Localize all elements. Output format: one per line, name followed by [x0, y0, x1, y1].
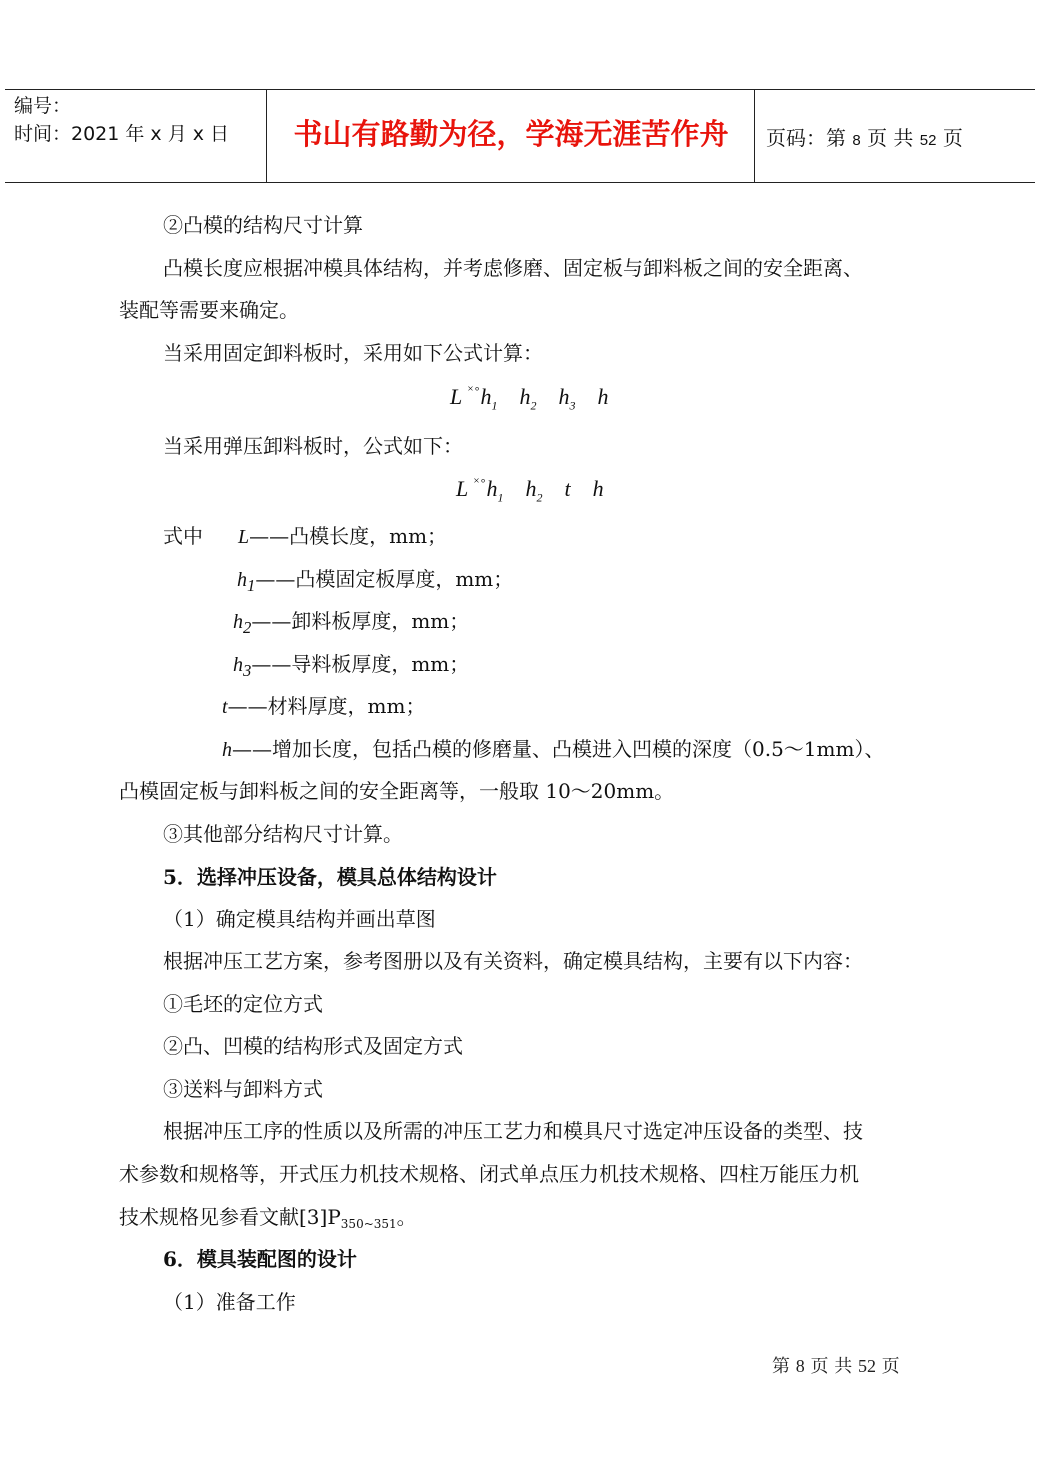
formula-symbol: h — [525, 476, 537, 501]
formula-symbol: h — [480, 384, 492, 409]
definition-h3 — [233, 650, 469, 685]
document-date: 时间：2021 年 x 月 x 日 — [14, 123, 230, 145]
paragraph-heading: ③其他部分结构尺寸计算。 — [163, 822, 403, 846]
page-mid: 页 共 — [867, 126, 914, 150]
section-heading-5: 5．选择冲压设备，模具总体结构设计 — [163, 865, 497, 889]
definition-t — [222, 692, 426, 721]
formula-mark: × — [473, 475, 480, 487]
list-item: ①毛坯的定位方式 — [163, 992, 323, 1016]
reference-end: 。 — [396, 1205, 417, 1229]
header-motto: 书山有路勤为径，学海无涯苦作舟 — [293, 117, 729, 151]
definition-text: ——材料厚度，mm； — [227, 694, 426, 718]
header-meta — [14, 92, 229, 148]
definition-symbol: h — [233, 611, 243, 633]
definition-text: ——导料板厚度，mm； — [251, 652, 470, 676]
formula-symbol: t — [564, 476, 571, 501]
formula-symbol: L — [456, 476, 468, 501]
formula-subscript: 1 — [491, 398, 498, 413]
reference-text: 技术规格见参看文献[3]P — [119, 1205, 341, 1229]
formula-subscript: 3 — [569, 398, 576, 413]
page-suffix: 页 — [942, 126, 963, 150]
header-divider-left — [266, 89, 267, 183]
reference-pages: 350~351 — [340, 1217, 397, 1231]
definition-subscript: 2 — [243, 618, 252, 637]
page-prefix: 页码：第 — [766, 126, 846, 150]
definition-symbol: h — [222, 739, 232, 761]
where-label: 式中 — [163, 524, 203, 548]
header-divider-right — [754, 89, 755, 183]
header-page-indicator — [766, 122, 963, 151]
paragraph-line: 凸模长度应根据冲模具体结构，并考虑修磨、固定板与卸料板之间的安全距离、 — [163, 256, 863, 280]
formula-symbol: h — [519, 384, 531, 409]
formula-mark: ∘ — [479, 475, 487, 487]
definition-subscript: 1 — [247, 576, 256, 595]
footer-current: 8 — [795, 1356, 805, 1376]
definition-symbol: L — [238, 526, 250, 548]
paragraph-line: 根据冲压工序的性质以及所需的冲压工艺力和模具尺寸选定冲压设备的类型、技 — [163, 1119, 863, 1143]
definition-text: ——凸模长度，mm； — [249, 524, 448, 548]
formula-subscript: 1 — [497, 490, 504, 505]
subsection-heading: （1）确定模具结构并画出草图 — [163, 907, 436, 931]
paragraph-line: 术参数和规格等，开式压力机技术规格、闭式单点压力机技术规格、四柱万能压力机 — [119, 1162, 859, 1186]
formula-subscript: 2 — [536, 490, 543, 505]
paragraph-line — [119, 1203, 417, 1234]
footer-mid: 页 共 — [810, 1356, 853, 1377]
paragraph-line: 凸模固定板与卸料板之间的安全距离等，一般取 10～20mm。 — [119, 779, 675, 803]
definition-text: ——卸料板厚度，mm； — [251, 609, 470, 633]
header-bottom-rule — [5, 182, 1035, 183]
header-top-rule — [5, 89, 1035, 90]
formula-symbol: h — [486, 476, 498, 501]
formula-subscript: 2 — [530, 398, 537, 413]
definition-subscript: 3 — [243, 661, 252, 680]
definition-h — [222, 735, 884, 764]
definition-h2 — [233, 607, 469, 642]
paragraph-line: 根据冲压工艺方案，参考图册以及有关资料，确定模具结构，主要有以下内容： — [163, 949, 863, 973]
footer-suffix: 页 — [881, 1356, 900, 1377]
definition-symbol: h — [233, 654, 243, 676]
paragraph-heading: ②凸模的结构尺寸计算 — [163, 213, 363, 237]
definition-symbol: t — [222, 696, 228, 718]
footer-page-number — [772, 1352, 900, 1378]
page-total: 52 — [919, 132, 937, 149]
formula-symbol: h — [592, 476, 604, 501]
formula-mark: × — [467, 383, 474, 395]
paragraph-line: 当采用弹压卸料板时，公式如下： — [163, 434, 463, 458]
formula-mark: ∘ — [473, 383, 481, 395]
list-item: ③送料与卸料方式 — [163, 1077, 323, 1101]
formula-fixed-stripper — [450, 384, 608, 413]
definition-h1 — [237, 565, 513, 600]
paragraph-line: 当采用固定卸料板时，采用如下公式计算： — [163, 341, 543, 365]
paragraph-line: 装配等需要来确定。 — [119, 298, 299, 322]
formula-symbol: h — [558, 384, 570, 409]
page-current: 8 — [852, 132, 861, 149]
definition-text: ——增加长度，包括凸模的修磨量、凸模进入凹模的深度（0.5～1mm）、 — [232, 737, 885, 761]
formula-symbol: L — [450, 384, 462, 409]
subsection-heading: （1）准备工作 — [163, 1290, 296, 1314]
formula-symbol: h — [597, 384, 609, 409]
definition-text: ——凸模固定板厚度，mm； — [255, 567, 514, 591]
footer-prefix: 第 — [772, 1356, 790, 1377]
document-number-label: 编号： — [14, 95, 72, 117]
section-heading-6: 6．模具装配图的设计 — [163, 1247, 357, 1271]
list-item: ②凸、凹模的结构形式及固定方式 — [163, 1034, 463, 1058]
definition-L — [238, 522, 447, 551]
footer-total: 52 — [857, 1356, 876, 1376]
definition-symbol: h — [237, 569, 247, 591]
formula-elastic-stripper — [456, 476, 604, 505]
